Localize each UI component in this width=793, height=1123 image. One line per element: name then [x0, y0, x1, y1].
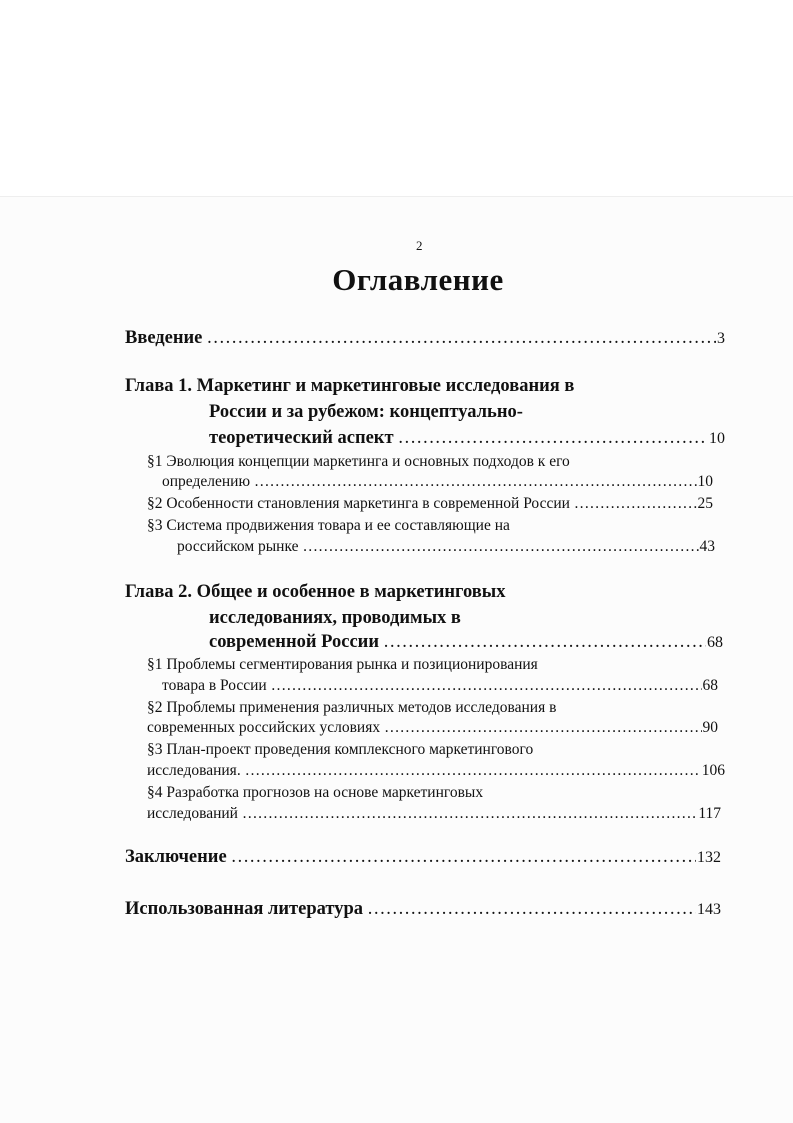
dot-leader [367, 899, 696, 920]
toc-page-number: 117 [698, 805, 721, 822]
dot-leader [231, 847, 696, 868]
toc-title: Оглавление [332, 262, 504, 297]
chapter-1-title-line-1[interactable]: Глава 1. Маркетинг и маркетинговые исследования в [125, 376, 575, 396]
dot-leader [384, 719, 701, 737]
toc-page-number: 132 [697, 849, 721, 866]
dot-leader [574, 495, 697, 513]
page-number: 2 [416, 238, 423, 253]
chapter-2-section-2-line-1[interactable]: §2 Проблемы применения различных методов исследования в [147, 699, 557, 716]
toc-entry-label: Введение [125, 328, 203, 348]
chapter-2-title-line-2[interactable]: исследованиях, проводимых в [209, 608, 461, 628]
toc-entry-ch2-s1[interactable] [162, 677, 718, 695]
chapter-1-title-line-3: теоретический аспект [209, 428, 394, 448]
dot-leader [245, 762, 701, 780]
toc-entry-ch1-s2[interactable] [147, 495, 713, 513]
toc-page-number: 10 [709, 430, 725, 447]
dot-leader [254, 473, 696, 491]
toc-page-number: 3 [717, 330, 725, 347]
section-title: товара в России [162, 677, 267, 694]
dot-leader [271, 677, 702, 695]
chapter-2-title-line-1[interactable]: Глава 2. Общее и особенное в маркетинговых [125, 582, 506, 602]
toc-entry-references[interactable] [125, 899, 721, 920]
toc-entry-ch2-s2[interactable] [147, 719, 718, 737]
toc-entry-label: Заключение [125, 847, 227, 867]
section-title: определению [162, 473, 251, 490]
toc-entry-ch1-s3[interactable] [177, 538, 715, 556]
chapter-2-section-1-line-1[interactable]: §1 Проблемы сегментирования рынка и позиционирования [147, 656, 538, 673]
toc-page-number: 25 [697, 495, 713, 512]
dot-leader [383, 632, 706, 653]
toc-entry-conclusion[interactable] [125, 847, 721, 868]
dot-leader [302, 538, 698, 556]
toc-entry-ch2-s4[interactable] [147, 805, 721, 823]
chapter-1-section-1-line-1[interactable]: §1 Эволюция концепции маркетинга и основных подходов к его [147, 453, 570, 470]
chapter-2-title-line-3: современной России [209, 632, 379, 652]
section-title: российском рынке [177, 538, 299, 555]
chapter-1-title-line-2[interactable]: России и за рубежом: концептуально- [209, 402, 523, 422]
toc-entry-label: Использованная литература [125, 899, 364, 919]
section-title: §2 Особенности становления маркетинга в современной России [147, 495, 570, 512]
dot-leader [242, 805, 697, 823]
toc-page-number: 10 [697, 473, 713, 490]
toc-page-number: 68 [702, 677, 718, 694]
toc-entry-intro[interactable] [125, 328, 725, 349]
dot-leader [398, 428, 708, 449]
section-title: современных российских условиях [147, 719, 381, 736]
section-title: исследования. [147, 762, 241, 779]
dot-leader [206, 328, 716, 349]
toc-entry-ch1-s1[interactable] [162, 473, 713, 491]
chapter-2-section-3-line-1[interactable]: §3 План-проект проведения комплексного маркетингового [147, 741, 534, 758]
chapter-2-section-4-line-1[interactable]: §4 Разработка прогнозов на основе маркетинговых [147, 784, 484, 801]
toc-page-number: 43 [699, 538, 715, 555]
toc-entry-chapter-2[interactable] [209, 632, 723, 653]
toc-page-number: 90 [702, 719, 718, 736]
toc-entry-chapter-1[interactable] [209, 428, 725, 449]
toc-page-number: 68 [707, 634, 723, 651]
toc-entry-ch2-s3[interactable] [147, 762, 725, 780]
toc-page-number: 143 [697, 901, 721, 918]
toc-page-number: 106 [701, 762, 725, 779]
section-title: исследований [147, 805, 238, 822]
chapter-1-section-3-line-1[interactable]: §3 Система продвижения товара и ее составляющие на [147, 517, 510, 534]
